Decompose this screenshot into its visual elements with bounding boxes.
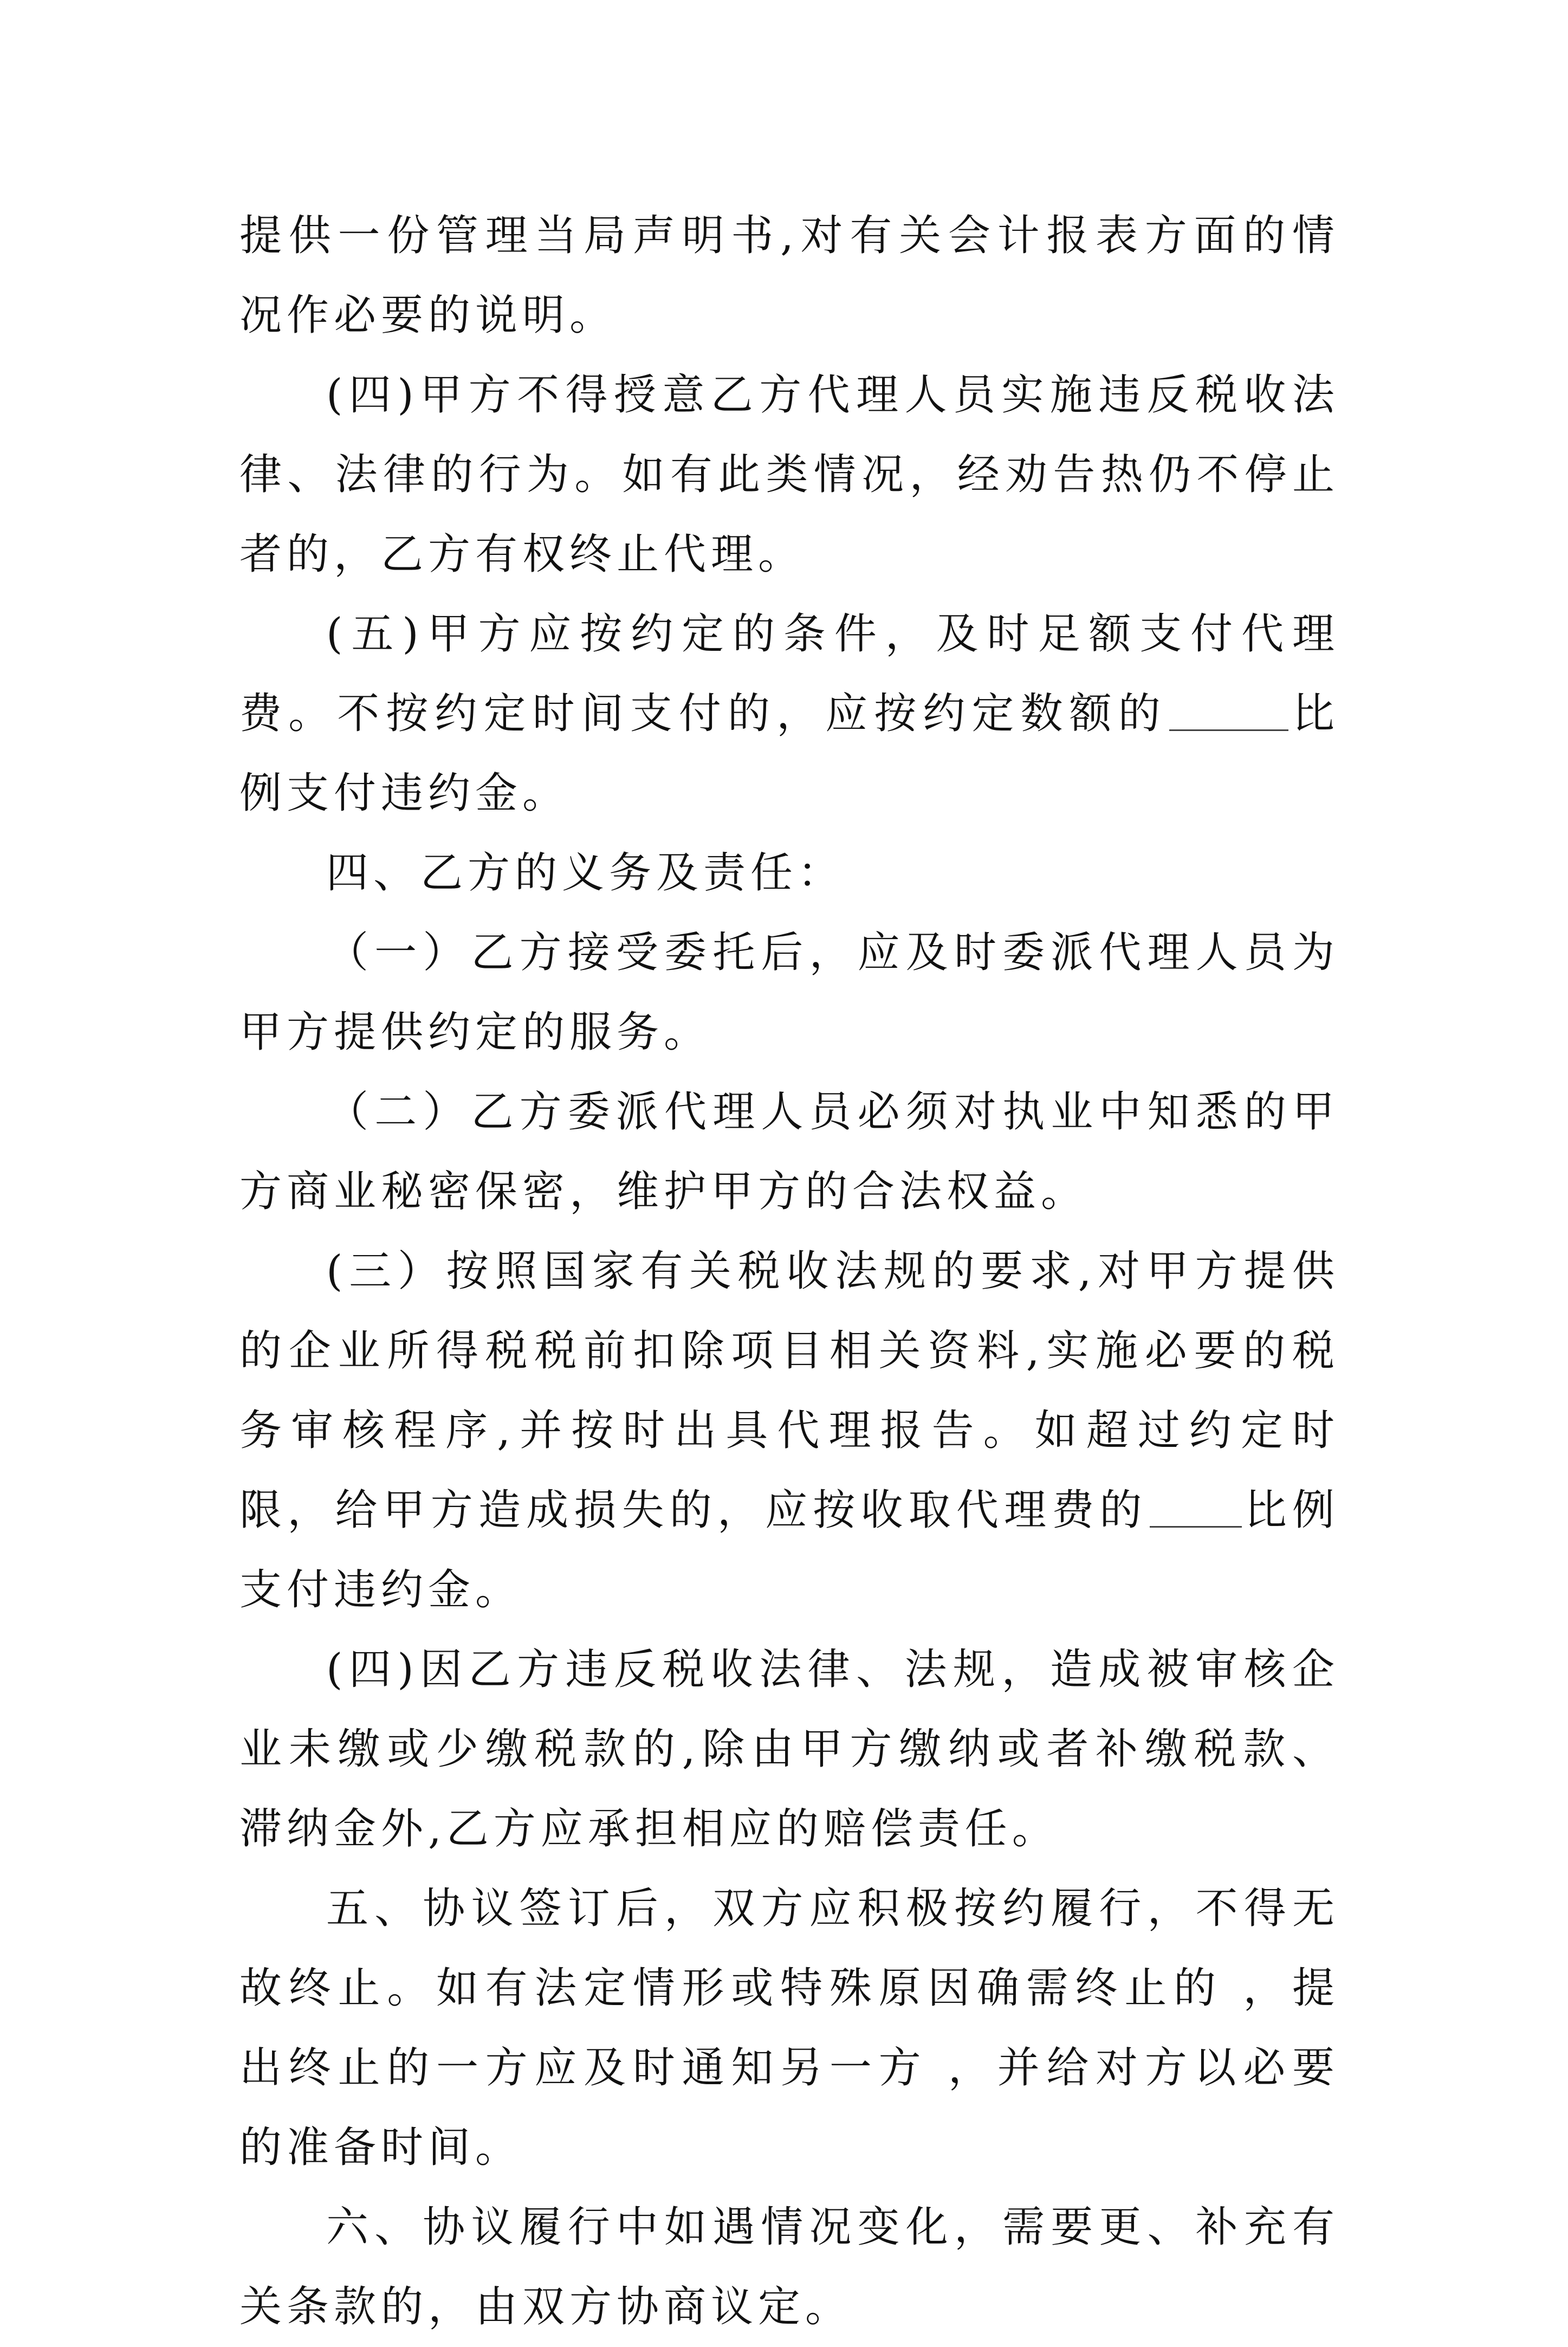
paragraph-no-illegal-instruction [239, 355, 1339, 594]
paragraph-text: 五、协议签订后，双方应积极按约履行，不得无故终止。如有法定情形或特殊原因确需终止的 ，提出终止的一方应及时通知另一方 ，并给对方以必要的准备时间。 [239, 1884, 1339, 2172]
paragraph-text-after-blank: 比例支付违约金。 [239, 689, 1339, 818]
paragraph-amendments [239, 2188, 1339, 2347]
section-heading-party-b-obligations [239, 833, 1339, 913]
paragraph-performance-and-termination [239, 1869, 1339, 2188]
paragraph-management-statement [239, 196, 1339, 355]
paragraph-text: （一）乙方接受委托后，应及时委派代理人员为甲方提供约定的服务。 [239, 928, 1339, 1057]
paragraph-payment-of-agency-fee [239, 594, 1339, 833]
paragraph-assign-agents [239, 913, 1339, 1072]
paragraph-text: （二）乙方委派代理人员必须对执业中知悉的甲方商业秘密保密，维护甲方的合法权益。 [239, 1088, 1339, 1216]
fill-in-blank-line [1169, 689, 1288, 731]
paragraph-text-after-blank: 比例支付违约金。 [239, 1486, 1339, 1614]
paragraph-compensation-liability [239, 1630, 1339, 1869]
paragraph-text-before-blank: (三）按照国家有关税收法规的要求,对甲方提供的企业所得税税前扣除项目相关资料,实施必要的税务审核程序,并按时出具代理报告。如超过约定时限，给甲方造成损失的，应按收取代理费的 [239, 1247, 1339, 1535]
fill-in-blank-line [1150, 1486, 1242, 1528]
paragraph-tax-review-procedure [239, 1232, 1339, 1630]
paragraph-text-before-blank: (五)甲方应按约定的条件，及时足额支付代理费。不按约定时间支付的，应按约定数额的 [239, 610, 1339, 738]
section-heading-text: 四、乙方的义务及责任： [326, 849, 845, 897]
paragraph-text: 提供一份管理当局声明书,对有关会计报表方面的情况作必要的说明。 [239, 211, 1339, 340]
paragraph-confidentiality [239, 1072, 1339, 1232]
document-body [239, 196, 1339, 2347]
paragraph-text: (四)甲方不得授意乙方代理人员实施违反税收法律、法律的行为。如有此类情况，经劝告热仍不停止者的，乙方有权终止代理。 [239, 371, 1339, 579]
paragraph-text: 六、协议履行中如遇情况变化，需要更、补充有关条款的，由双方协商议定。 [239, 2203, 1339, 2331]
paragraph-text: (四)因乙方违反税收法律、法规，造成被审核企业未缴或少缴税款的,除由甲方缴纳或者补缴税款、滞纳金外,乙方应承担相应的赔偿责任。 [239, 1645, 1339, 1853]
